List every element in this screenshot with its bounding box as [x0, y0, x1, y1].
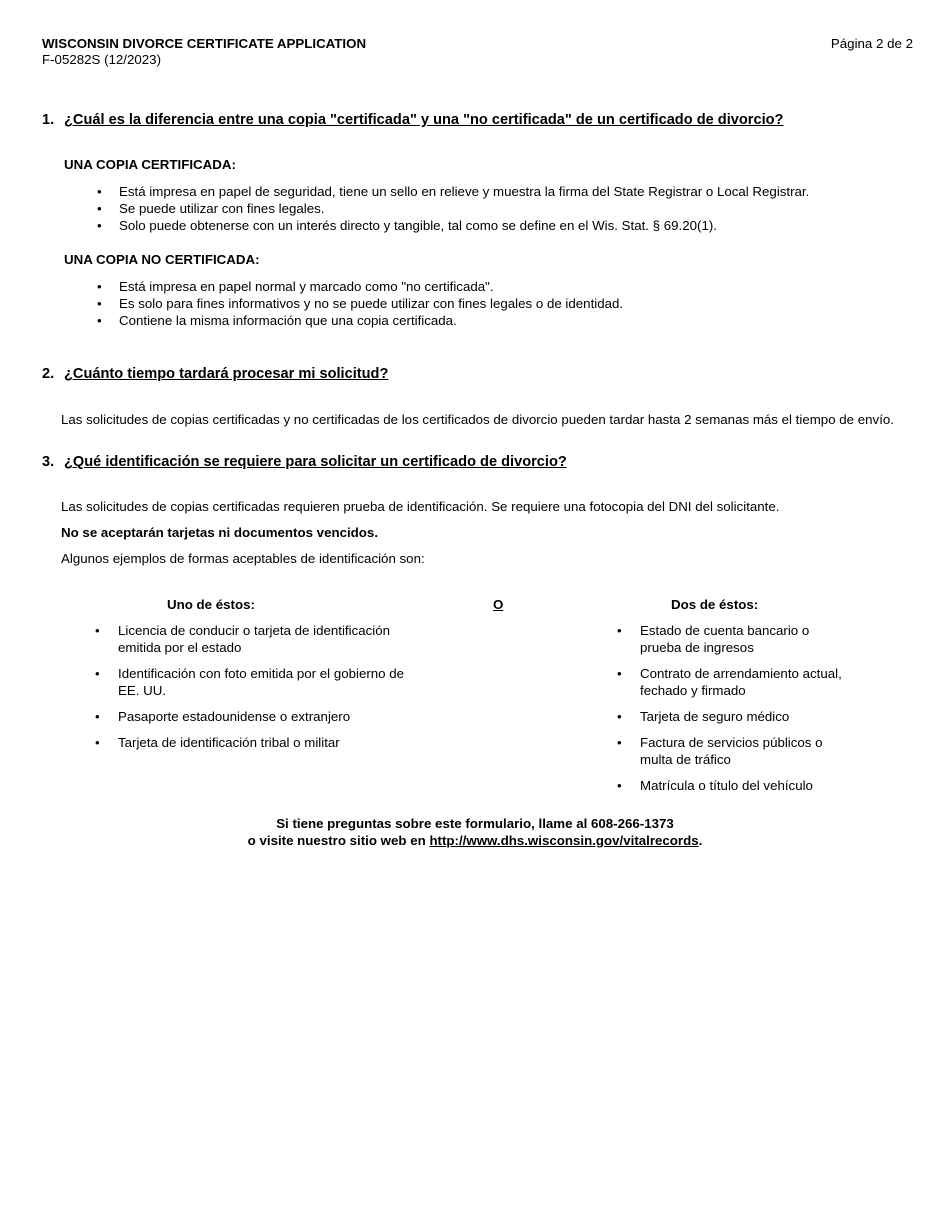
list-item: • Está impresa en papel normal y marcado como "no certificada". — [97, 278, 897, 295]
question-number: 3. — [42, 454, 55, 470]
or-label: O — [493, 597, 504, 612]
footer-prefix: o visite nuestro sitio web en — [247, 833, 430, 848]
certified-list — [97, 183, 897, 234]
question-text: ¿Cuánto tiempo tardará procesar mi solicitud? — [64, 366, 389, 382]
question-number: 2. — [42, 366, 55, 382]
footer-phone: Si tiene preguntas sobre este formulario, llame al 608-266-1373 — [276, 816, 674, 831]
list-item: • Es solo para fines informativos y no se puede utilizar con fines legales o de identidad. — [97, 295, 897, 312]
question-text: ¿Qué identificación se requiere para solicitar un certificado de divorcio? — [64, 454, 567, 470]
form-title: WISCONSIN DIVORCE CERTIFICATE APPLICATION — [42, 36, 367, 51]
list-item: • Tarjeta de seguro médico — [617, 708, 842, 725]
list-item: • Tarjeta de identificación tribal o militar — [95, 734, 415, 751]
list-item: • Solo puede obtenerse con un interés directo y tangible, tal como se define en el Wis. Stat. § 69.20(1). — [97, 217, 897, 234]
non-certified-heading: UNA COPIA NO CERTIFICADA: — [64, 252, 260, 267]
one-of-list — [95, 622, 415, 760]
question-answer: Las solicitudes de copias certificadas y no certificadas de los certificados de divorcio pueden tardar hasta 2 semanas más el tiempo de envío. — [61, 412, 894, 427]
certified-heading: UNA COPIA CERTIFICADA: — [64, 157, 236, 172]
footer-website — [0, 832, 950, 849]
list-item: • Factura de servicios públicos o multa de tráfico — [617, 734, 842, 768]
one-of-heading: Uno de éstos: — [167, 597, 255, 612]
examples-intro: Algunos ejemplos de formas aceptables de identificación son: — [61, 551, 425, 566]
two-of-heading: Dos de éstos: — [671, 597, 759, 612]
list-item: • Matrícula o título del vehículo — [617, 777, 842, 794]
vital-records-link[interactable]: http://www.dhs.wisconsin.gov/vitalrecords — [429, 833, 699, 848]
expired-notice: No se aceptarán tarjetas ni documentos vencidos. — [61, 525, 379, 540]
list-item: • Pasaporte estadounidense o extranjero — [95, 708, 415, 725]
question-text: ¿Cuál es la diferencia entre una copia "certificada" y una "no certificada" de un certificado de divorcio? — [64, 112, 784, 128]
question-number: 1. — [42, 112, 55, 128]
list-item: • Está impresa en papel de seguridad, tiene un sello en relieve y muestra la firma del State Registrar o Local Registrar. — [97, 183, 897, 200]
list-item: • Identificación con foto emitida por el gobierno de EE. UU. — [95, 665, 415, 699]
list-item: • Estado de cuenta bancario o prueba de ingresos — [617, 622, 842, 656]
two-of-list — [617, 622, 842, 803]
list-item: • Se puede utilizar con fines legales. — [97, 200, 897, 217]
list-item: • Licencia de conducir o tarjeta de identificación emitida por el estado — [95, 622, 415, 656]
question-answer: Las solicitudes de copias certificadas requieren prueba de identificación. Se requiere una fotocopia del DNI del solicitante. — [61, 499, 780, 514]
list-item: • Contrato de arrendamiento actual, fechado y firmado — [617, 665, 842, 699]
list-item: • Contiene la misma información que una copia certificada. — [97, 312, 897, 329]
form-number: F-05282S (12/2023) — [42, 52, 162, 67]
non-certified-list — [97, 278, 897, 329]
page-number: Página 2 de 2 — [830, 36, 913, 51]
footer-suffix: . — [698, 833, 703, 848]
